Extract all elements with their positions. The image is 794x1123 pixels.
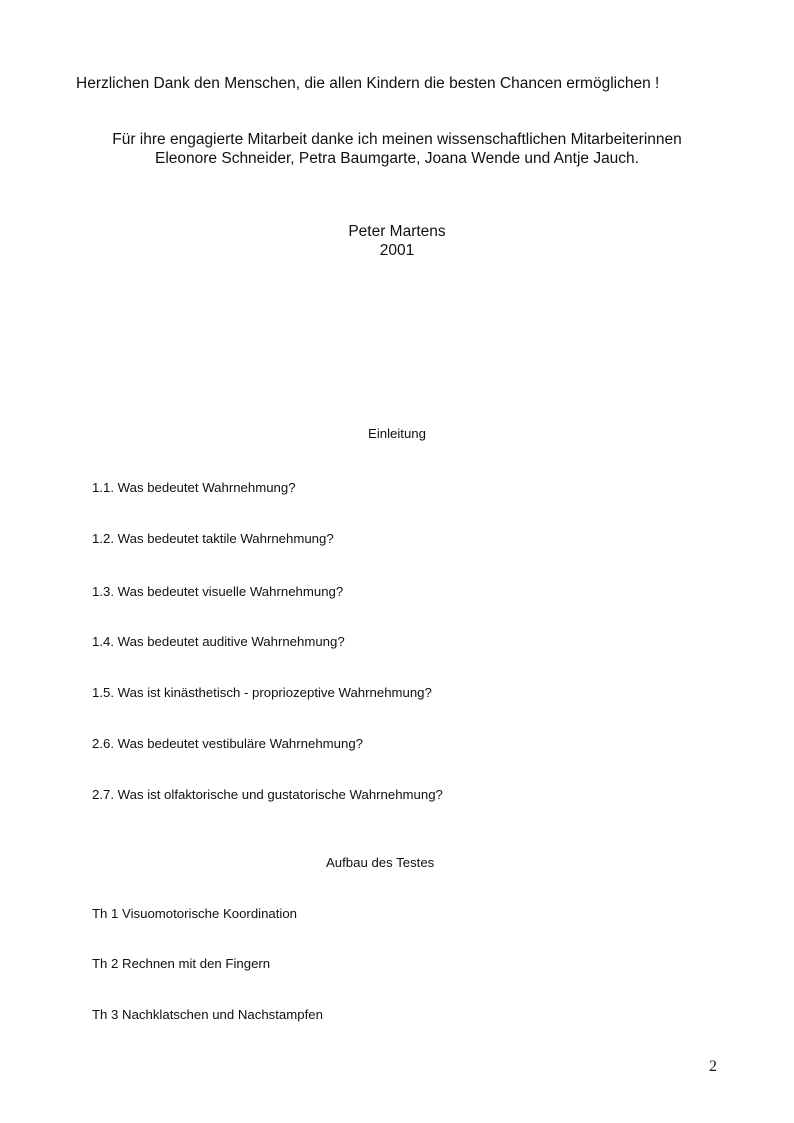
toc-item: 2.6. Was bedeutet vestibuläre Wahrnehmung? — [92, 736, 363, 751]
section-heading-aufbau: Aufbau des Testes — [326, 855, 435, 870]
page-number: 2 — [709, 1058, 717, 1075]
dedication-text: Herzlichen Dank den Menschen, die allen Kindern die besten Chancen ermöglichen ! — [76, 75, 660, 92]
test-item: Th 2 Rechnen mit den Fingern — [92, 956, 271, 971]
author-name: Peter Martens — [348, 223, 446, 240]
year: 2001 — [379, 242, 415, 259]
toc-item: 1.2. Was bedeutet taktile Wahrnehmung? — [92, 531, 334, 546]
section-heading-einleitung: Einleitung — [368, 426, 426, 441]
thanks-line-2: Eleonore Schneider, Petra Baumgarte, Joana Wende und Antje Jauch. — [155, 150, 639, 167]
toc-item: 1.5. Was ist kinästhetisch - propriozeptive Wahrnehmung? — [92, 685, 432, 700]
toc-item: 1.4. Was bedeutet auditive Wahrnehmung? — [92, 634, 345, 649]
toc-item: 2.7. Was ist olfaktorische und gustatorische Wahrnehmung? — [92, 787, 443, 802]
test-item: Th 3 Nachklatschen und Nachstampfen — [92, 1007, 323, 1022]
thanks-line-1: Für ihre engagierte Mitarbeit danke ich meinen wissenschaftlichen Mitarbeiterinnen — [112, 131, 682, 148]
toc-item: 1.1. Was bedeutet Wahrnehmung? — [92, 480, 296, 495]
toc-item: 1.3. Was bedeutet visuelle Wahrnehmung? — [92, 584, 344, 599]
test-item: Th 1 Visuomotorische Koordination — [92, 906, 298, 921]
